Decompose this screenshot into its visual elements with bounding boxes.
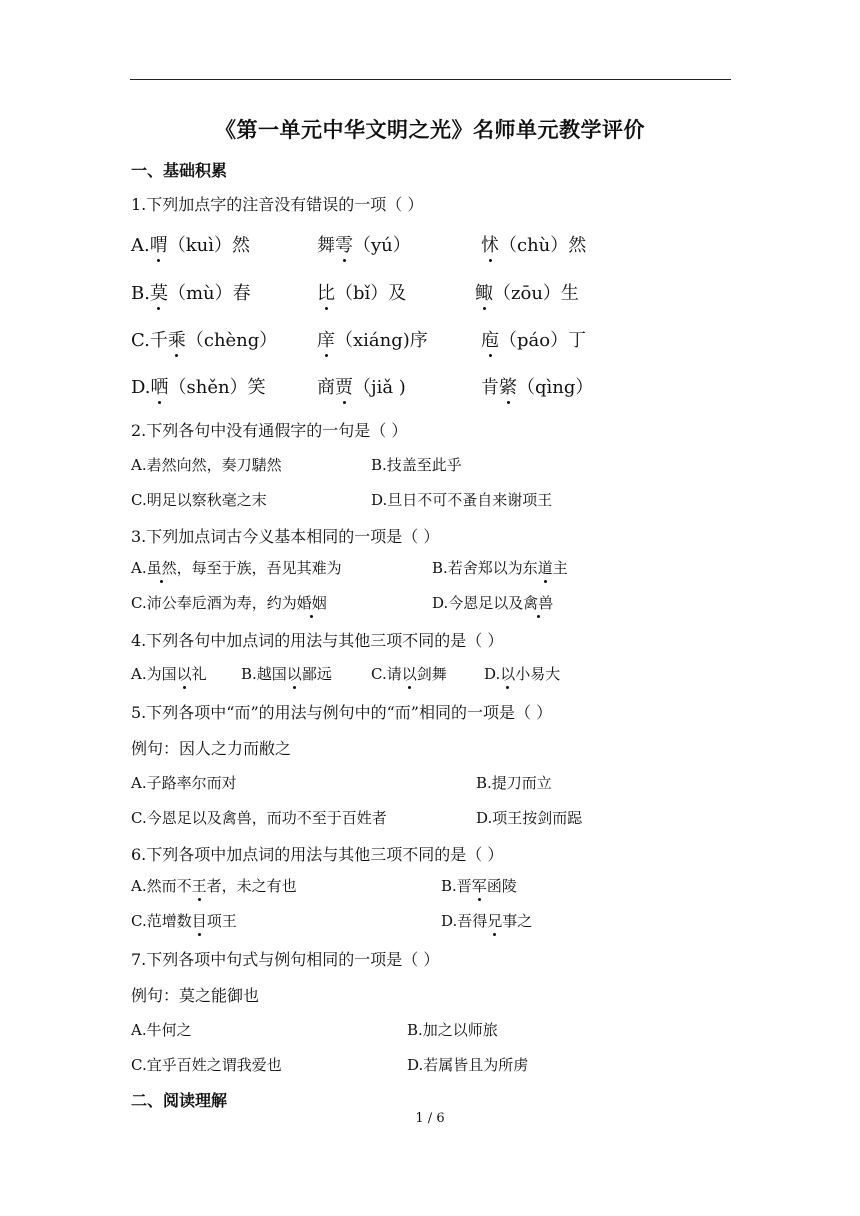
q4-option-c: C.请以剑舞	[371, 665, 447, 683]
page-title: 《第一单元中华文明之光》名师单元教学评价	[215, 118, 645, 142]
q3-option-d: D.今恩足以及禽兽	[432, 594, 554, 612]
q7-example: 例句：莫之能御也	[131, 986, 260, 1005]
q4-option-b: B.越国以鄙远	[241, 665, 332, 683]
question-4-stem: 4.下列各句中加点词的用法与其他三项不同的是（ ）	[131, 631, 504, 650]
header-rule	[130, 79, 731, 80]
q1-option-a2: 舞雩（yú）	[317, 231, 411, 257]
q7-option-b: B.加之以师旅	[407, 1021, 498, 1039]
question-3-stem: 3.下列加点词古今义基本相同的一项是（ ）	[131, 527, 440, 546]
question-6-stem: 6.下列各项中加点词的用法与其他三项不同的是（ ）	[131, 845, 504, 864]
question-1-stem: 1.下列加点字的注音没有错误的一项（ ）	[131, 195, 424, 214]
question-5-stem: 5.下列各项中“而”的用法与例句中的“而”相同的一项是（ ）	[131, 703, 553, 722]
question-7-stem: 7.下列各项中句式与例句相同的一项是（ ）	[131, 950, 440, 969]
q3-option-c: C.沛公奉卮酒为寿，约为婚姻	[131, 594, 327, 612]
q1-option-c3: 庖（páo）丁	[481, 326, 586, 352]
q1-option-b2: 比（bǐ）及	[317, 279, 406, 305]
q6-option-a: A.然而不王者，未之有也	[131, 877, 297, 895]
q6-option-c: C.范增数目项王	[131, 912, 237, 930]
q6-option-d: D.吾得兄事之	[441, 912, 533, 930]
q5-option-a: A.子路率尔而对	[131, 774, 237, 792]
q1-option-b3: 鲰（zōu）生	[475, 279, 579, 305]
q4-option-d: D.以小易大	[484, 665, 561, 683]
q7-option-c: C.宜乎百姓之谓我爱也	[131, 1056, 282, 1074]
question-2-stem: 2.下列各句中没有通假字的一句是（ ）	[131, 421, 408, 440]
q2-option-b: B.技盖至此乎	[371, 456, 462, 474]
q1-option-a3: 怵（chù）然	[481, 231, 586, 257]
q2-option-a: A.砉然向然，奏刀騞然	[131, 456, 282, 474]
section-heading-reading: 二、阅读理解	[131, 1091, 228, 1110]
q6-option-b: B.晋军函陵	[441, 877, 517, 895]
q1-option-d2: 商贾（jiǎ )	[317, 373, 406, 399]
q7-option-d: D.若属皆且为所虏	[407, 1056, 529, 1074]
q1-option-c1: C.千乘（chèng）	[131, 326, 277, 352]
q5-example: 例句：因人之力而敝之	[131, 739, 292, 758]
q5-option-b: B.提刀而立	[476, 774, 552, 792]
q3-option-a: A.虽然，每至于族，吾见其难为	[131, 559, 342, 577]
q3-option-b: B.若舍郑以为东道主	[432, 559, 568, 577]
q7-option-a: A.牛何之	[131, 1021, 192, 1039]
q1-option-c2: 庠（xiáng)序	[317, 326, 428, 352]
q1-option-d3: 肯綮（qìng）	[481, 373, 593, 399]
q5-option-d: D.项王按剑而跽	[476, 809, 583, 827]
q5-option-c: C.今恩足以及禽兽，而功不至于百姓者	[131, 809, 387, 827]
page-number: 1 / 6	[415, 1111, 445, 1126]
q2-option-d: D.旦日不可不蚤自来谢项王	[371, 491, 553, 509]
section-heading-basics: 一、基础积累	[131, 161, 228, 180]
q2-option-c: C.明足以察秋毫之末	[131, 491, 267, 509]
q1-option-a1: A.喟（kuì）然	[131, 231, 250, 257]
q1-option-b1: B.莫（mù）春	[131, 279, 251, 305]
q1-option-d1: D.哂（shěn）笑	[131, 373, 266, 399]
q4-option-a: A.为国以礼	[131, 665, 207, 683]
